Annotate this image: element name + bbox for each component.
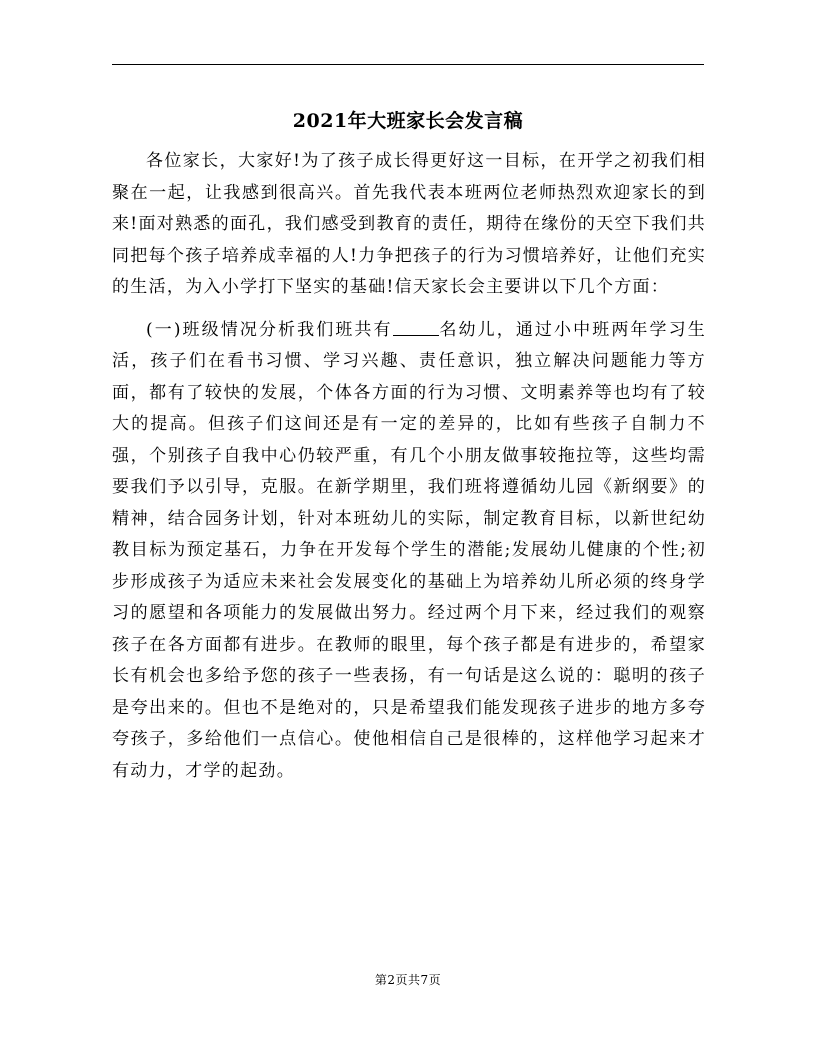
paragraph-greeting: 各位家长，大家好!为了孩子成长得更好这一目标，在开学之初我们相聚在一起，让我感到很高兴。首先我代表本班两位老师热烈欢迎家长的到来!面对熟悉的面孔，我们感受到教育的责任，期待在缘份的天空下我们共同把每个孩子培养成幸福的人!力争把孩子的行为习惯培养好，让他们充实的生活，为入小学打下坚实的基础!信天家长会主要讲以下几个方面： [112,151,706,297]
paragraph-class-analysis [112,315,706,788]
fill-in-blank [393,320,439,336]
paragraph-class-analysis-rest: 名幼儿，通过小中班两年学习生活，孩子们在看书习惯、学习兴趣、责任意识，独立解决问题能力等方面，都有了较快的发展，个体各方面的行为习惯、文明素养等也均有了较大的提高。但孩子们这间还是有一定的差异的，比如有些孩子自制力不强，个别孩子自我中心仍较严重，有几个小朋友做事较拖拉等，这些均需要我们予以引导，克服。在新学期里，我们班将遵循幼儿园《新纲要》的精神，结合园务计划，针对本班幼儿的实际，制定教育目标，以新世纪幼教目标为预定基石，力争在开发每个学生的潜能;发展幼儿健康的个性;初步形成孩子为适应未来社会发展变化的基础上为培养幼儿所必须的终身学习的愿望和各项能力的发展做出努力。经过两个月下来，经过我们的观察孩子在各方面都有进步。在教师的眼里，每个孩子都是有进步的，希望家长有机会也多给予您的孩子一些表扬，有一句话是这么说的：聪明的孩子是夸出来的。但也不是绝对的，只是希望我们能发现孩子进步的地方多夸夸孩子，多给他们一点信心。使他相信自己是很棒的，这样他学习起来才有动力，才学的起劲。 [112,319,707,781]
document-body [112,146,706,787]
document-title: 2021年大班家长会发言稿 [292,109,524,132]
header-rule [112,64,704,65]
paragraph-class-analysis-lead: (一)班级情况分析我们班共有 [146,319,393,340]
page-number: 第2页共7页 [374,973,442,987]
